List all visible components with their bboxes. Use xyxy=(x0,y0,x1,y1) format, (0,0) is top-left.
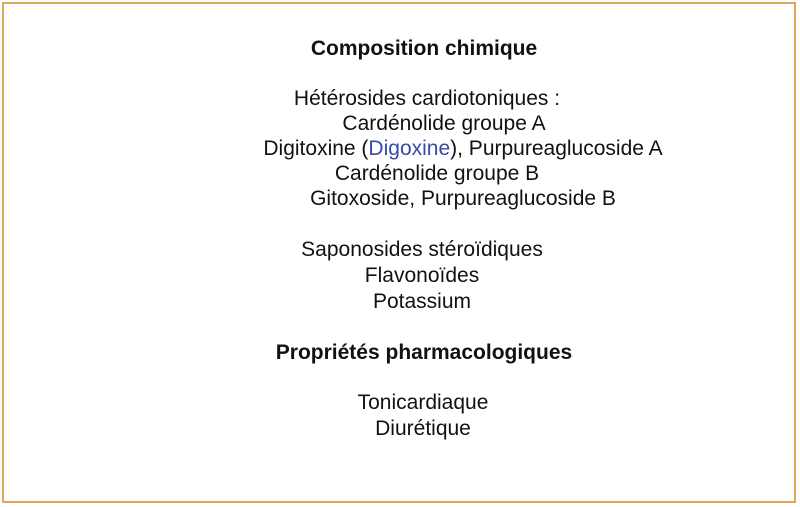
group-b-compounds: Gitoxoside, Purpureaglucoside B xyxy=(310,187,616,210)
group-a-label: Cardénolide groupe A xyxy=(342,112,546,135)
potassium-item: Potassium xyxy=(372,290,472,313)
flavonoides-item: Flavonoïdes xyxy=(364,264,480,287)
group-a-prefix: Digitoxine ( xyxy=(263,137,369,160)
group-a-compounds xyxy=(263,138,662,159)
digoxine-highlight: Digoxine xyxy=(368,137,451,160)
properties-heading: Propriétés pharmacologiques xyxy=(275,341,573,364)
slide-frame xyxy=(2,2,796,503)
tonicardiaque-item: Tonicardiaque xyxy=(357,391,489,414)
group-a-suffix: ), Purpureaglucoside A xyxy=(450,137,663,160)
diuretique-item: Diurétique xyxy=(375,417,471,440)
heterosides-label: Hétérosides cardiotoniques : xyxy=(293,87,561,110)
group-b-label: Cardénolide groupe B xyxy=(334,162,540,185)
saponosides-item: Saponosides stéroïdiques xyxy=(301,238,543,261)
composition-heading: Composition chimique xyxy=(310,37,538,60)
